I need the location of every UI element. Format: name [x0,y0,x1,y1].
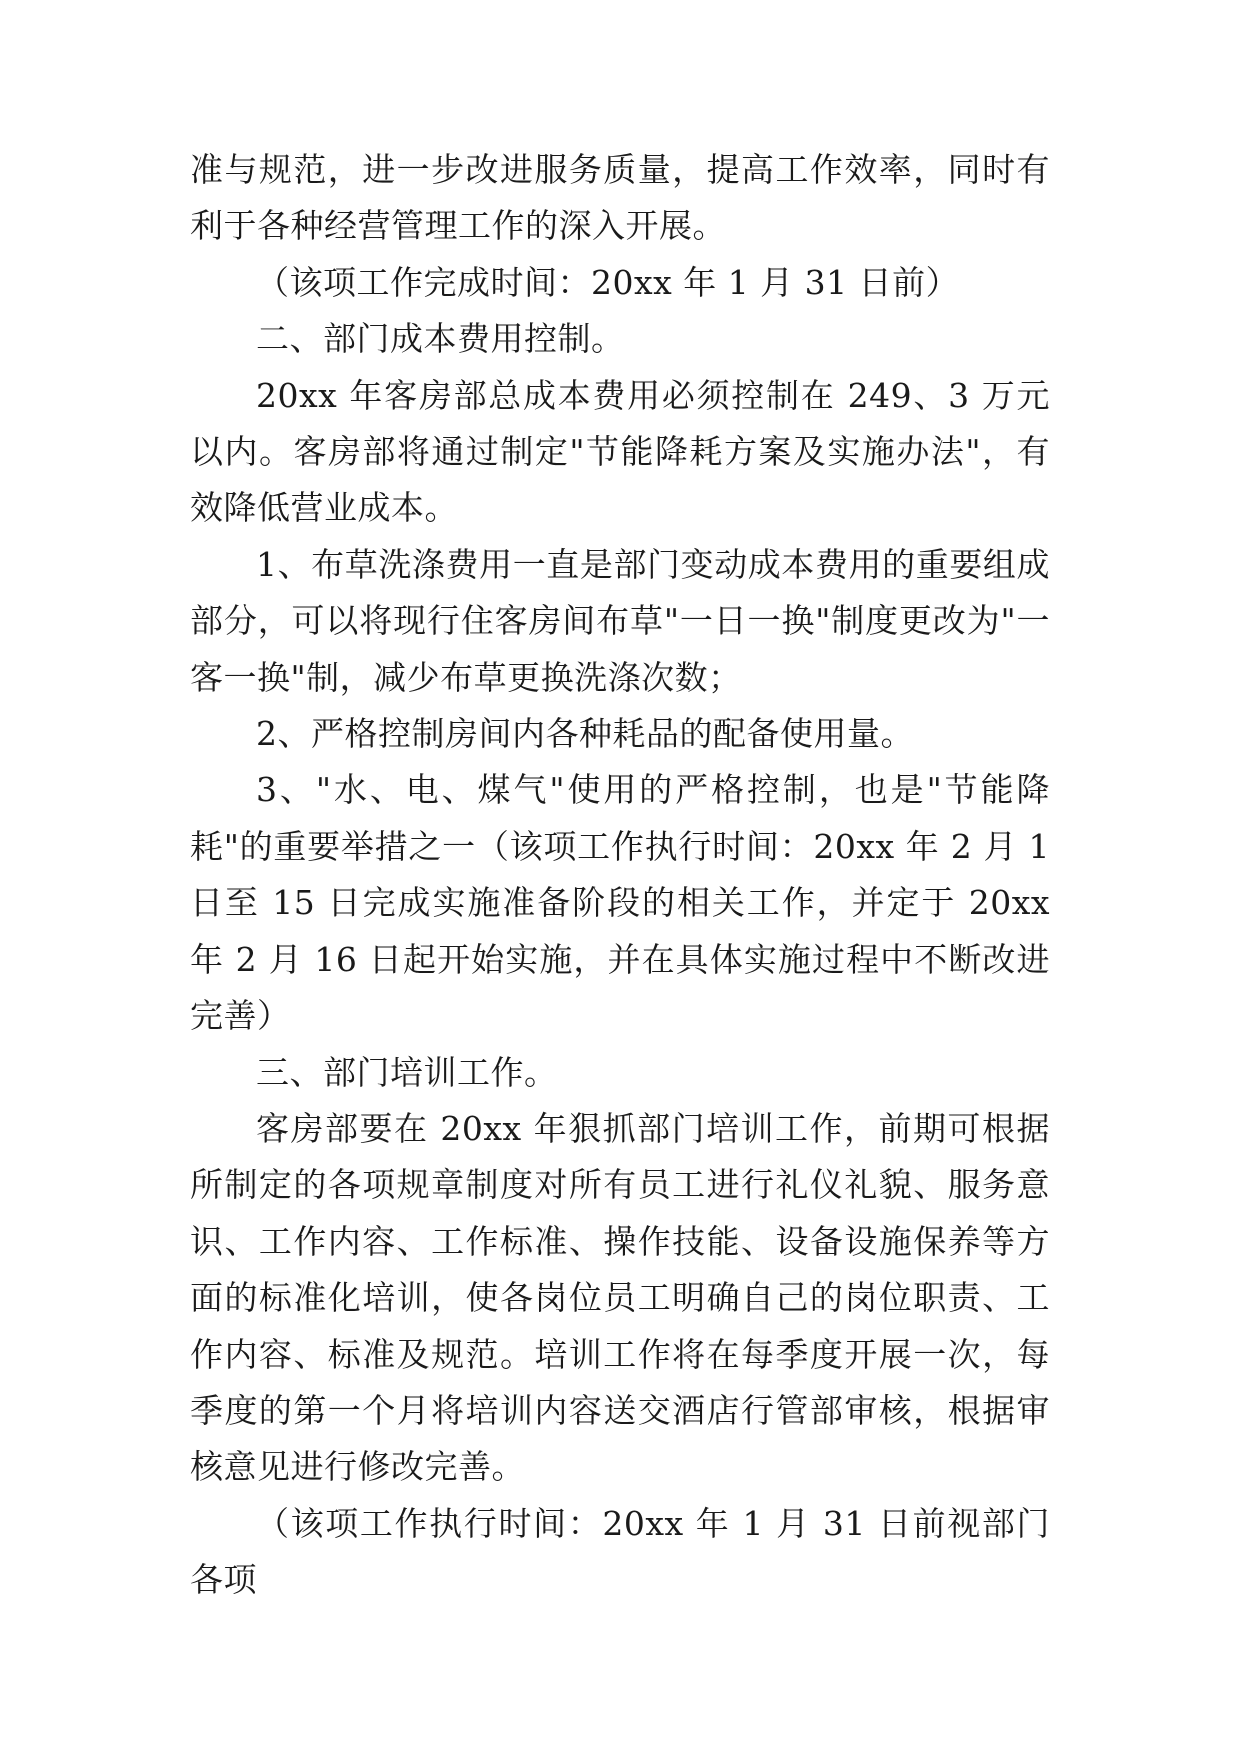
paragraph-1: 准与规范，进一步改进服务质量，提高工作效率，同时有利于各种经营管理工作的深入开展。 [190,150,1050,246]
list-item-1: 1、布草洗涤费用一直是部门变动成本费用的重要组成部分，可以将现行住客房间布草"一日一换"制度更改为"一客一换"制，减少布草更换洗涤次数； [190,544,1050,697]
document-body [190,142,1050,1609]
paragraph-9: 客房部要在 20xx 年狠抓部门培训工作，前期可根据所制定的各项规章制度对所有员工进行礼仪礼貌、服务意识、工作内容、工作标准、操作技能、设备设施保养等方面的标准化培训，使各岗位员工明确自己的岗位职责、工作内容、标准及规范。培训工作将在每季度开展一次，每季度的第一个月将培训内容送交酒店行管部审核，根据审核意见进行修改完善。 [190,1108,1050,1487]
list-item-2: 2、严格控制房间内各种耗品的配备使用量。 [256,714,914,754]
paragraph-4: 20xx 年客房部总成本费用必须控制在 249、3 万元以内。客房部将通过制定"节能降耗方案及实施办法"，有效降低营业成本。 [190,375,1050,528]
section-heading-2: 二、部门成本费用控制。 [256,319,625,359]
list-item-3: 3、"水、电、煤气"使用的严格控制，也是"节能降耗"的重要举措之一（该项工作执行时间：20xx 年 2 月 1 日至 15 日完成实施准备阶段的相关工作，并定于 20xx 年 2 月 16 日起开始实施，并在具体实施过程中不断改进完善） [190,770,1050,1036]
paragraph-2: （该项工作完成时间：20xx 年 1 月 31 日前） [256,262,960,302]
section-heading-3: 三、部门培训工作。 [256,1052,558,1092]
paragraph-10: （该项工作执行时间：20xx 年 1 月 31 日前视部门各项 [190,1503,1050,1600]
